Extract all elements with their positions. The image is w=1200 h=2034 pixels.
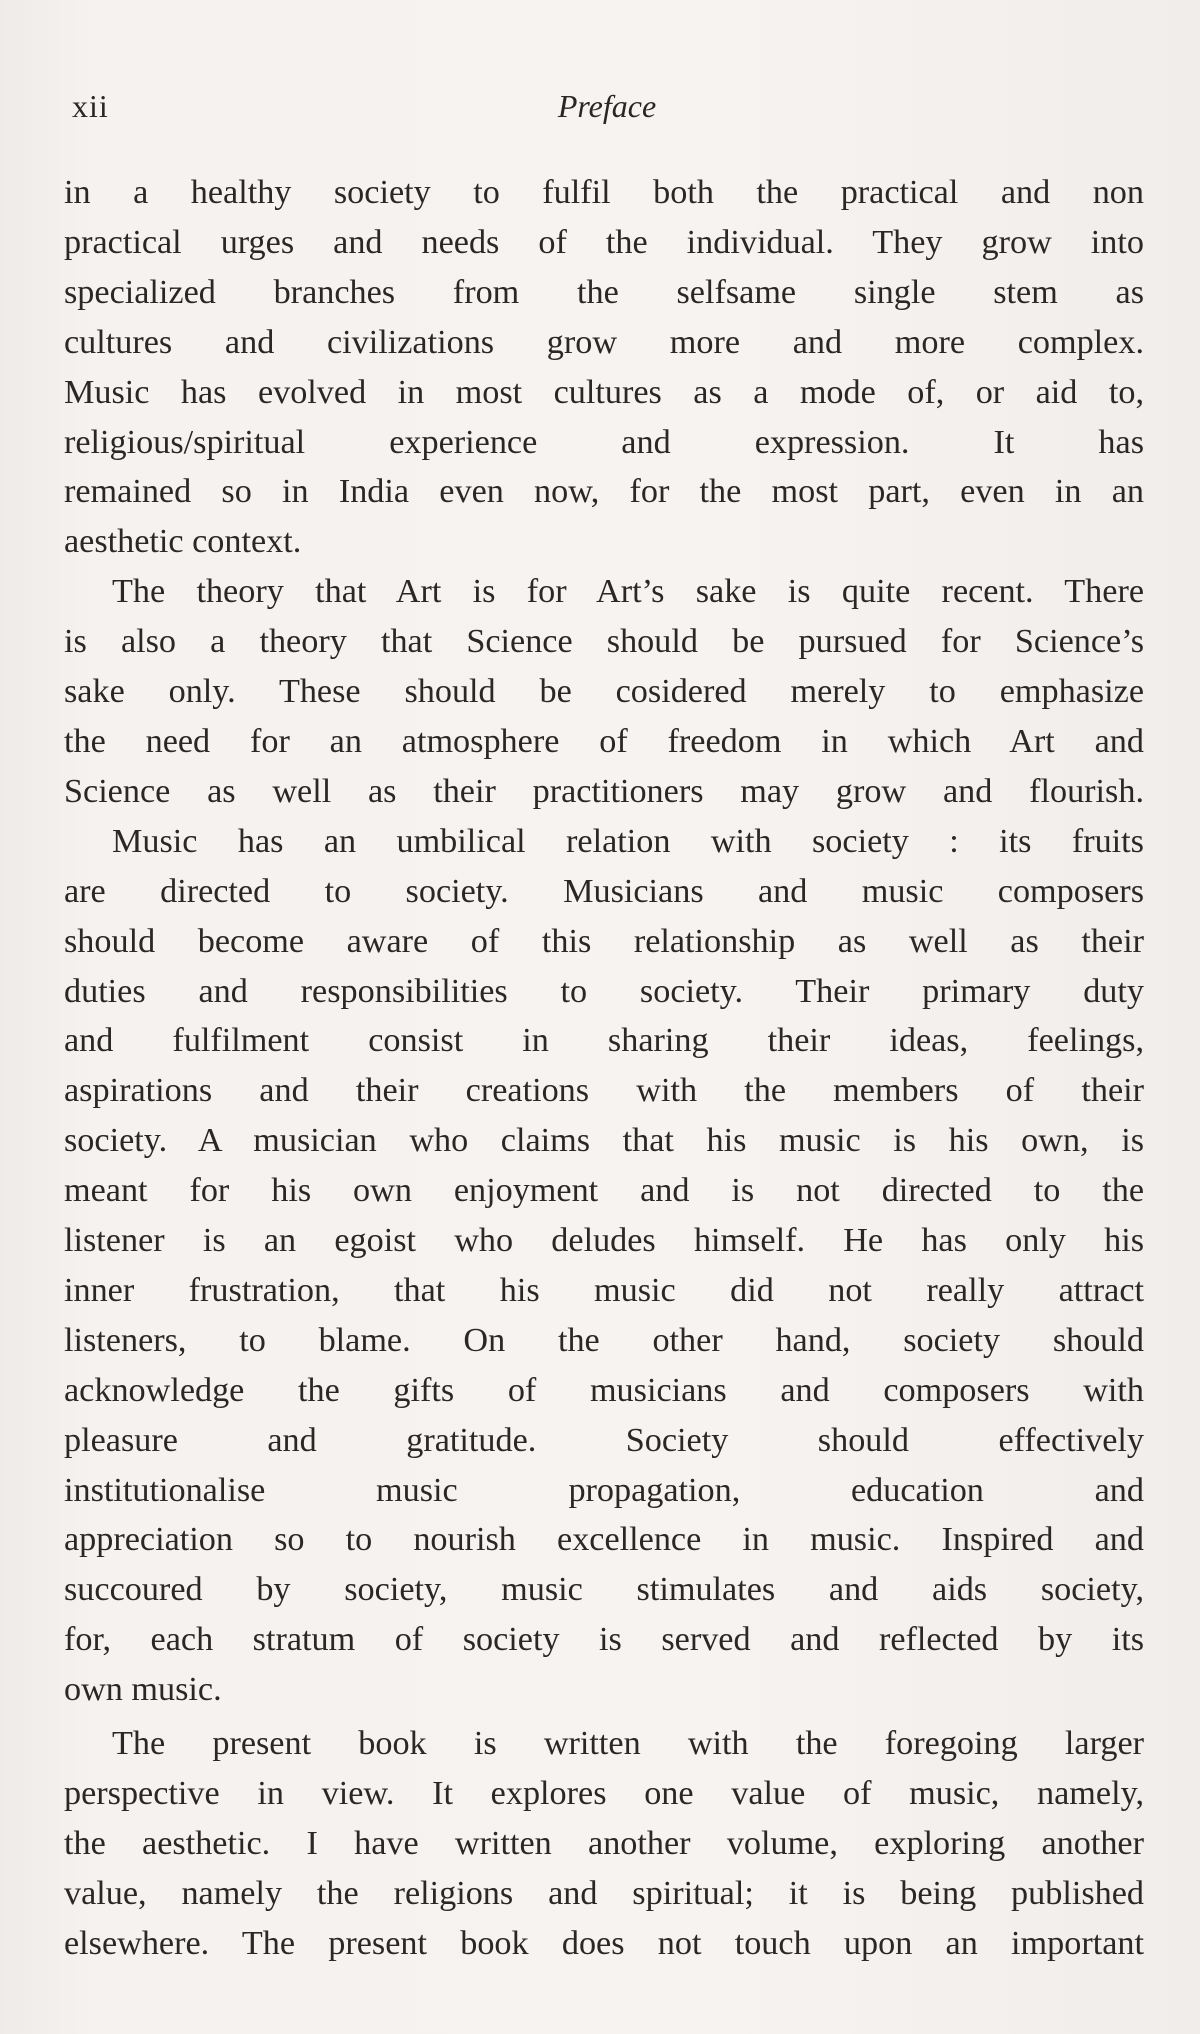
text-line: elsewhere. The present book does not touch upon an important (64, 1924, 1144, 1962)
text-line: acknowledge the gifts of musicians and composers with (64, 1371, 1144, 1409)
text-line: practical urges and needs of the individual. They grow into (64, 223, 1144, 261)
text-line: in a healthy society to fulfil both the practical and non (64, 174, 1144, 211)
text-line: listeners, to blame. On the other hand, society should (64, 1321, 1144, 1359)
text-line: are directed to society. Musicians and music composers (64, 872, 1144, 910)
text-line: value, namely the religions and spiritual; it is being published (64, 1874, 1144, 1912)
text-line: aesthetic context. (64, 523, 302, 561)
text-line: specialized branches from the selfsame single stem as (64, 273, 1144, 311)
text-line: should become aware of this relationship as well as their (64, 922, 1144, 960)
text-line: aspirations and their creations with the members of their (64, 1072, 1144, 1110)
body-text (64, 168, 1144, 1969)
text-line: for, each stratum of society is served and reflected by its (64, 1621, 1144, 1659)
text-line: sake only. These should be cosidered merely to emphasize (64, 673, 1144, 711)
paragraph-3 (64, 817, 1144, 1715)
text-line: and fulfilment consist in sharing their ideas, feelings, (64, 1022, 1144, 1060)
text-line: meant for his own enjoyment and is not directed to the (64, 1172, 1144, 1210)
text-line: Music has evolved in most cultures as a mode of, or aid to, (64, 373, 1144, 411)
page-header (72, 88, 1142, 134)
text-line: remained so in India even now, for the most part, even in an (64, 473, 1144, 511)
text-line: is also a theory that Science should be pursued for Science’s (64, 623, 1144, 661)
paragraph-2 (64, 567, 1144, 817)
text-line: religious/spiritual experience and expression. It has (64, 423, 1144, 461)
paragraph-1 (64, 168, 1144, 567)
text-line: pleasure and gratitude. Society should effectively (64, 1421, 1144, 1459)
text-line: succoured by society, music stimulates and aids society, (64, 1571, 1144, 1609)
text-line: The present book is written with the foregoing larger (112, 1725, 1144, 1763)
text-line: listener is an egoist who deludes himself. He has only his (64, 1222, 1144, 1260)
text-line: society. A musician who claims that his music is his own, is (64, 1122, 1144, 1160)
text-line: the need for an atmosphere of freedom in which Art and (64, 722, 1144, 760)
text-line: The theory that Art is for Art’s sake is quite recent. There (112, 573, 1144, 611)
text-line: the aesthetic. I have written another volume, exploring another (64, 1824, 1144, 1862)
text-line: institutionalise music propagation, education and (64, 1471, 1144, 1509)
text-line: Science as well as their practitioners may grow and flourish. (64, 772, 1144, 810)
running-head: Preface (557, 88, 657, 124)
text-line: Music has an umbilical relation with society : its fruits (112, 822, 1144, 860)
text-line: own music. (64, 1671, 222, 1709)
text-line: cultures and civilizations grow more and more complex. (64, 323, 1144, 361)
text-line: inner frustration, that his music did not really attract (64, 1271, 1144, 1309)
text-line: appreciation so to nourish excellence in music. Inspired and (64, 1521, 1144, 1559)
text-line: duties and responsibilities to society. Their primary duty (64, 972, 1144, 1010)
page-number: xii (72, 88, 109, 124)
paragraph-4 (64, 1719, 1144, 1969)
text-line: perspective in view. It explores one value of music, namely, (64, 1775, 1144, 1812)
